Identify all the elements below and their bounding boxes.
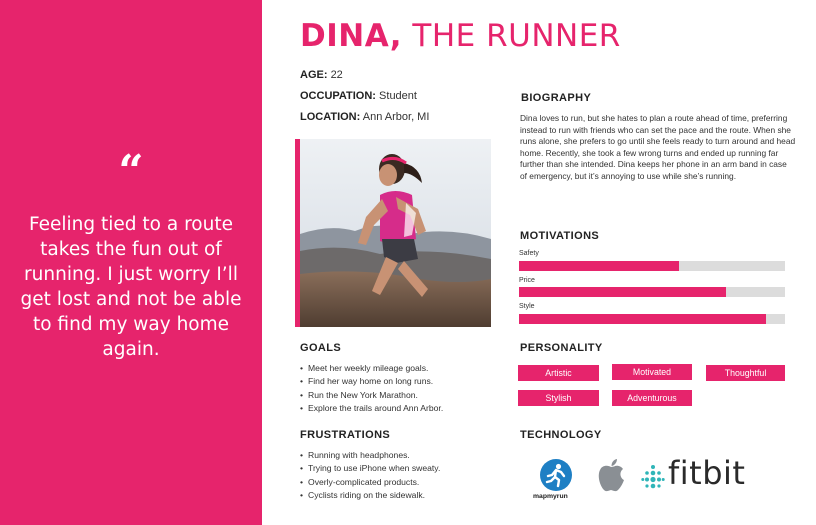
motivation-fill-style <box>519 314 766 324</box>
quote-mark: “ <box>118 146 144 197</box>
fitbit-logo <box>641 464 665 495</box>
list-item: • Find her way home on long runs. <box>300 375 443 388</box>
list-item: • Run the New York Marathon. <box>300 389 443 402</box>
occupation-label: OCCUPATION: <box>300 90 376 102</box>
motivation-bar-price <box>519 287 785 297</box>
technology-heading: TECHNOLOGY <box>520 429 602 441</box>
occupation-value: Student <box>379 90 417 102</box>
fitbit-wordmark: fitbit <box>668 454 746 492</box>
motivations-heading: MOTIVATIONS <box>520 230 600 242</box>
list-item: • Overly-complicated products. <box>300 476 440 489</box>
list-item: • Explore the trails around Ann Arbor. <box>300 402 443 415</box>
motivation-label-price: Price <box>519 277 535 284</box>
mapmyrun-wordmark: mapmyrun <box>533 493 568 500</box>
list-item: • Running with headphones. <box>300 449 440 462</box>
motivation-bar-safety <box>519 261 785 271</box>
goals-heading: GOALS <box>300 342 342 354</box>
list-item: • Meet her weekly mileage goals. <box>300 362 443 375</box>
personality-tag-artistic: Artistic <box>518 365 599 381</box>
motivation-fill-safety <box>519 261 679 271</box>
occupation-fact <box>300 90 417 102</box>
location-label: LOCATION: <box>300 111 361 123</box>
apple-icon <box>596 458 626 492</box>
biography-heading: BIOGRAPHY <box>521 92 592 104</box>
personality-tag-stylish: Stylish <box>518 390 599 406</box>
frustrations-list <box>300 449 440 502</box>
apple-logo <box>596 458 626 497</box>
list-item: • Trying to use iPhone when sweaty. <box>300 462 440 475</box>
persona-role: THE RUNNER <box>412 18 621 54</box>
quote-text: Feeling tied to a route takes the fun out of running. I just worry I’ll get lost and not be able to find my way home again. <box>20 214 242 360</box>
fitbit-dots-icon <box>641 464 665 490</box>
personality-tag-adventurous: Adventurous <box>612 390 692 406</box>
goals-list <box>300 362 443 415</box>
biography-text: Dina loves to run, but she hates to plan a route ahead of time, preferring instead to run with friends who can set the pace and the route. When she runs alone, she prefers to go until she feels ready to turn around and head home. Recently, she took a few wrong turns and ended up running far further than she intended. Dina keeps her phone in an arm band in case of emergency, but it’s annoying to use while she’s running. <box>520 113 796 181</box>
motivation-bar-style <box>519 314 785 324</box>
motivation-fill-price <box>519 287 726 297</box>
motivation-label-style: Style <box>519 303 535 310</box>
frustrations-heading: FRUSTRATIONS <box>300 429 391 441</box>
location-fact <box>300 111 429 123</box>
runner-icon <box>539 458 573 492</box>
persona-name: DINA, <box>300 18 403 54</box>
runner-photo-illustration <box>300 139 491 327</box>
persona-title <box>300 18 621 54</box>
persona-photo <box>295 139 491 327</box>
mapmyrun-logo <box>539 458 573 497</box>
location-value: Ann Arbor, MI <box>362 111 430 123</box>
age-value: 22 <box>330 69 343 81</box>
personality-heading: PERSONALITY <box>520 342 603 354</box>
age-label: AGE: <box>300 69 328 81</box>
quote-panel <box>0 0 262 525</box>
personality-tag-thoughtful: Thoughtful <box>706 365 785 381</box>
age-fact <box>300 69 343 81</box>
motivation-label-safety: Safety <box>519 250 539 257</box>
list-item: • Cyclists riding on the sidewalk. <box>300 489 440 502</box>
personality-tag-motivated: Motivated <box>612 364 692 380</box>
